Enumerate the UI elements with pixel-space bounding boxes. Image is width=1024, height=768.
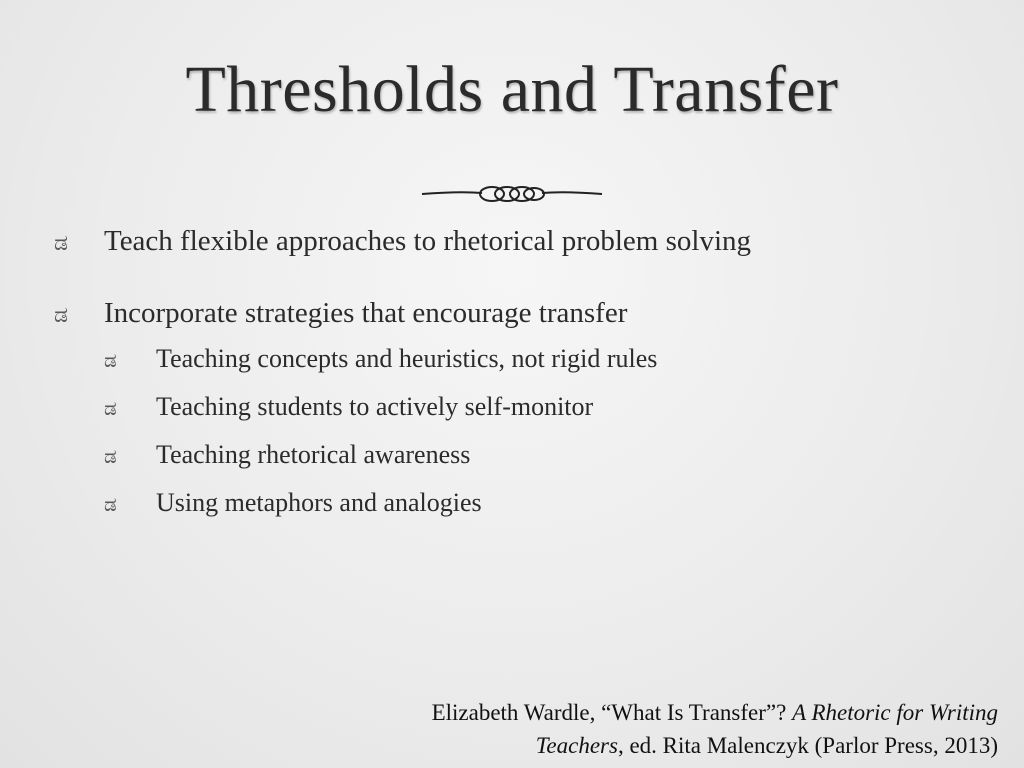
sub-bullet-item xyxy=(104,384,994,432)
sub-bullet-icon: ಡ xyxy=(104,494,117,516)
sub-bullet-icon: ಡ xyxy=(104,446,117,468)
flourish-divider-icon xyxy=(420,178,604,210)
sub-bullet-item xyxy=(104,336,994,384)
bullet-item xyxy=(54,294,994,334)
sub-bullet-icon: ಡ xyxy=(104,398,117,420)
sub-bullet-item xyxy=(104,432,994,480)
bullet-icon: ಡ xyxy=(54,230,69,255)
citation xyxy=(298,696,998,762)
sub-bullet-text: Teaching concepts and heuristics, not rigid rules xyxy=(156,344,658,373)
bullet-icon: ಡ xyxy=(54,302,69,327)
slide-title: Thresholds and Transfer xyxy=(185,53,839,126)
sub-bullet-text: Teaching students to actively self-monitor xyxy=(156,392,594,421)
sub-bullet-icon: ಡ xyxy=(104,350,117,372)
sub-bullet-item xyxy=(104,480,994,528)
citation-publication: , ed. Rita Malenczyk (Parlor Press, 2013) xyxy=(617,733,998,758)
citation-book-title-line2: Teachers xyxy=(535,733,618,758)
sub-bullet-text: Using metaphors and analogies xyxy=(156,488,482,517)
bullet-text: Teach flexible approaches to rhetorical problem solving xyxy=(104,225,752,257)
citation-book-title-line1: A Rhetoric for Writing xyxy=(792,700,998,725)
sub-bullet-list xyxy=(104,336,994,528)
bullet-text: Incorporate strategies that encourage transfer xyxy=(104,297,628,329)
citation-author: Elizabeth Wardle, “What Is Transfer”? xyxy=(431,700,787,725)
bullet-item xyxy=(54,222,994,262)
bullet-list xyxy=(54,222,994,528)
sub-bullet-text: Teaching rhetorical awareness xyxy=(156,440,471,469)
